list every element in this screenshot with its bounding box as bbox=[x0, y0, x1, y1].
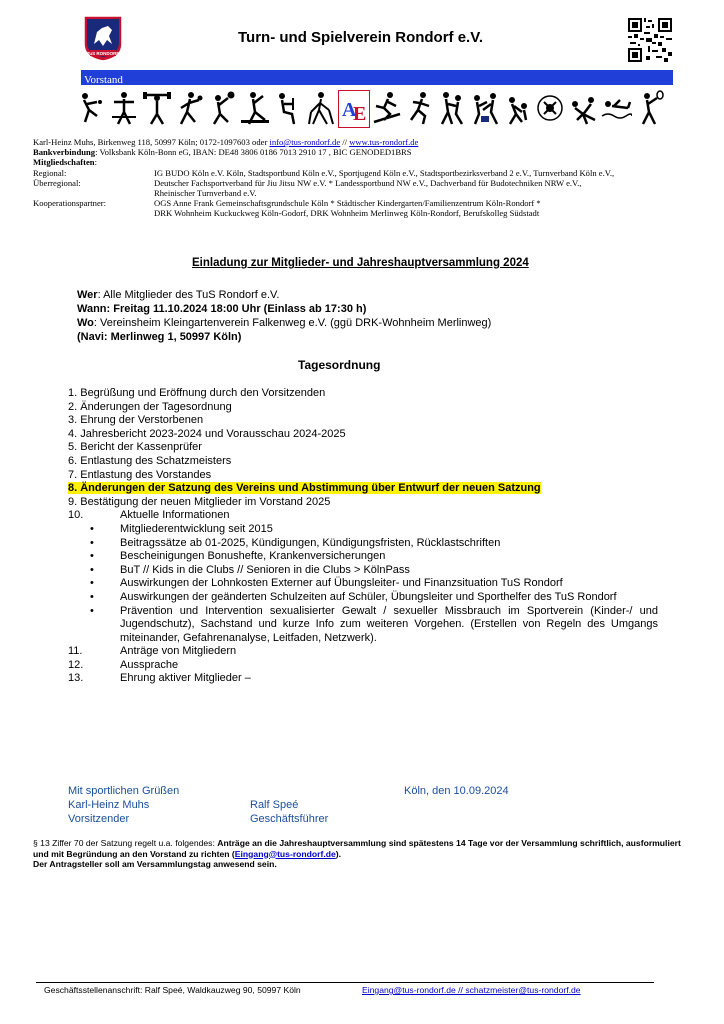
bullet-icon: • bbox=[90, 590, 94, 603]
wo-line bbox=[77, 316, 491, 330]
bullet-item bbox=[90, 523, 658, 537]
wo-text: : Vereinsheim Kleingartenverein Falkenweg e.V. (ggü DRK-Wohnheim Merlinweg) bbox=[93, 317, 492, 329]
bullet-item bbox=[90, 591, 658, 605]
agenda-item-13 bbox=[68, 672, 658, 686]
bullet-text: Auswirkungen der Lohnkosten Externer auf Übungsleiter- und Finanzsituation TuS Rondorf bbox=[120, 577, 563, 590]
navi-line bbox=[77, 330, 491, 344]
weightlifting-icon bbox=[141, 90, 173, 128]
coop-row bbox=[33, 198, 693, 208]
swimming-icon bbox=[600, 90, 632, 128]
item-text: Anträge von Mitgliedern bbox=[120, 645, 237, 658]
badminton-icon bbox=[633, 90, 665, 128]
ae-logo-icon bbox=[338, 90, 370, 128]
club-logo bbox=[82, 14, 124, 62]
bullet-text: BuT // Kids in die Clubs // Senioren in die Clubs > KölnPass bbox=[120, 563, 410, 576]
agenda-heading: Tagesordnung bbox=[298, 358, 381, 372]
footnote-bold: Anträge an die Jahreshauptversammlung sind spätestens 14 Tage vor der Versammlung schriftlich, ausformuliert und mit Begründung an den Vorstand zu richten ( bbox=[33, 838, 681, 859]
regional-row bbox=[33, 168, 693, 178]
skiing-icon bbox=[370, 90, 402, 128]
wer-line bbox=[77, 288, 491, 302]
bank-label: Bankverbindung bbox=[33, 147, 96, 158]
signer-name-2: Ralf Speé bbox=[250, 799, 299, 811]
fitness-icon bbox=[272, 90, 304, 128]
wer-label: Wer bbox=[77, 289, 98, 301]
supra-text: Deutscher Fachsportverband für Jiu Jitsu NW e.V. * Landessportbund NW e.V., Dachverband für Budotechniken NRW e.V., bbox=[154, 177, 582, 188]
item-text: Aktuelle Informationen bbox=[120, 509, 230, 522]
agenda-item: 1. Begrüßung und Eröffnung durch den Vorsitzenden bbox=[68, 387, 326, 399]
members-colon: : bbox=[94, 157, 97, 168]
bullet-icon: • bbox=[90, 577, 94, 590]
agenda-item: 5. Bericht der Kassenprüfer bbox=[68, 441, 202, 454]
svg-text:A: A bbox=[341, 99, 356, 121]
bullet-icon: • bbox=[90, 550, 94, 563]
item-text: Aussprache bbox=[120, 658, 179, 671]
footer-divider bbox=[36, 982, 654, 983]
agenda-item-highlighted bbox=[68, 482, 658, 496]
bank-line bbox=[33, 147, 693, 157]
coop-text-2: DRK Wohnheim Kuckuckweg Köln-Godorf, DRK Wohnheim Merlinweg Köln-Rondorf, Berufskolleg Südstadt bbox=[154, 208, 540, 219]
bullet-item bbox=[90, 605, 658, 646]
signer-role-2: Geschäftsführer bbox=[250, 813, 329, 825]
item-text: Ehrung aktiver Mitglieder – bbox=[120, 672, 251, 685]
contact-web-link[interactable]: www.tus-rondorf.de bbox=[349, 137, 419, 147]
agenda-item: 7. Entlastung des Vorstandes bbox=[68, 468, 212, 481]
greeting: Mit sportlichen Grüßen bbox=[68, 785, 180, 797]
footnote-intro: § 13 Ziffer 70 der Satzung regelt u.a. folgendes: bbox=[33, 838, 218, 848]
qr-code-icon bbox=[628, 18, 672, 62]
agenda-item-11 bbox=[68, 645, 658, 659]
bullet-text: Beitragssätze ab 01-2025, Kündigungen, Kündigungsfristen, Rücklastschriften bbox=[120, 536, 501, 549]
wann-text: Wann: Freitag 11.10.2024 18:00 Uhr (Einlass ab 17:30 h) bbox=[77, 303, 367, 315]
svg-text:TuS RONDORF: TuS RONDORF bbox=[86, 51, 120, 56]
footnote-line-2: Der Antragsteller soll am Versammlungstag anwesend sein. bbox=[33, 859, 277, 869]
bank-text: : Volksbank Köln-Bonn eG, IBAN: DE48 3806 0186 7013 2910 17 , BIC GENODED1BRS bbox=[95, 147, 412, 158]
bullet-icon: • bbox=[90, 604, 94, 617]
shot-put-icon bbox=[173, 90, 205, 128]
wann-line bbox=[77, 302, 491, 316]
judo-icon bbox=[567, 90, 599, 128]
bullet-item bbox=[90, 550, 658, 564]
running-icon bbox=[403, 90, 435, 128]
coop-label: Kooperationspartner: bbox=[33, 198, 107, 209]
members-label: Mitgliedschaften bbox=[33, 157, 95, 168]
svg-text:E: E bbox=[352, 103, 366, 125]
club-title: Turn- und Spielverein Rondorf e.V. bbox=[238, 29, 484, 46]
gymnastics-icon bbox=[108, 90, 140, 128]
bullet-item bbox=[90, 537, 658, 551]
bullet-item bbox=[90, 577, 658, 591]
agenda-item-12 bbox=[68, 659, 658, 673]
bullet-icon: • bbox=[90, 536, 94, 549]
bullet-text: Mitgliederentwicklung seit 2015 bbox=[120, 522, 273, 535]
highlight-text: 8. Änderungen der Satzung des Vereins und Abstimmung über Entwurf der neuen Satzung bbox=[68, 482, 541, 495]
volleyball-icon bbox=[206, 90, 238, 128]
item-number: 13. bbox=[68, 672, 84, 685]
item-number: 10. bbox=[68, 509, 84, 522]
nordic-walking-icon bbox=[305, 90, 337, 128]
regional-label: Regional: bbox=[33, 167, 67, 178]
coop-text: OGS Anne Frank Gemeinschaftsgrundschule Köln * Städtischer Kindergarten/Familienzentrum Köln-Rondorf * bbox=[154, 198, 541, 209]
agenda-item: 2. Änderungen der Tagesordnung bbox=[68, 400, 232, 413]
supra-label: Überregional: bbox=[33, 177, 81, 188]
section-bar bbox=[81, 70, 673, 85]
supra-text-2: Rheinischer Turnverband e.V. bbox=[154, 188, 257, 199]
footer-address: Geschäftsstellenanschrift: Ralf Speé, Waldkauzweg 90, 50997 Köln bbox=[44, 985, 301, 995]
bullet-icon: • bbox=[90, 563, 94, 576]
contact-email-link[interactable]: info@tus-rondorf.de bbox=[269, 137, 341, 147]
signer-role-1: Vorsitzender bbox=[68, 813, 130, 825]
bullet-text: Auswirkungen der geänderten Schulzeiten auf Schüler, Übungsleiter und Sporthelfer des TuS Rondorf bbox=[120, 590, 617, 603]
section-bar-label: Vorstand bbox=[84, 74, 123, 86]
agenda-list bbox=[68, 387, 658, 686]
footnote-bold-end: ). bbox=[335, 848, 342, 859]
agenda-item: 6. Entlastung des Schatzmeisters bbox=[68, 454, 232, 467]
statute-footnote bbox=[33, 838, 683, 870]
contact-block bbox=[33, 137, 693, 219]
wer-text: : Alle Mitglieder des TuS Rondorf e.V. bbox=[97, 289, 280, 301]
agenda-item-10 bbox=[68, 509, 658, 523]
bullet-icon: • bbox=[90, 522, 94, 535]
agenda-item: 3. Ehrung der Verstorbenen bbox=[68, 414, 204, 427]
supra-row bbox=[33, 178, 693, 188]
bullet-item bbox=[90, 564, 658, 578]
bullet-text: Prävention und Intervention sexualisierter Gewalt / sexueller Missbrauch im Sportverein (Kinder-/ und Jugendschutz), Sachstand und kurze Info zum weiteren Vorgehen. (Erstellen von Regeln des Umgangs miteinander, Gefahrenanalyse, Leitfaden, Netzwerk). bbox=[120, 604, 658, 644]
item-number: 12. bbox=[68, 658, 84, 671]
contact-separator: // bbox=[340, 137, 350, 147]
navi-text: (Navi: Merlinweg 1, 50997 Köln) bbox=[77, 331, 242, 343]
invitation-title: Einladung zur Mitglieder- und Jahreshauptversammlung 2024 bbox=[192, 257, 529, 269]
agenda-item: 4. Jahresbericht 2023-2024 und Vorausschau 2024-2025 bbox=[68, 427, 346, 440]
agenda-item: 9. Bestätigung der neuen Mitglieder im Vorstand 2025 bbox=[68, 495, 331, 508]
contact-address: Karl-Heinz Muhs, Birkenweg 118, 50997 Köln; 0172-1097603 oder bbox=[33, 137, 270, 147]
sport-logo-icon bbox=[534, 90, 566, 128]
wo-label: Wo bbox=[77, 317, 94, 329]
item-number: 11. bbox=[68, 645, 83, 658]
bullet-text: Bescheinigungen Bonushefte, Krankenversicherungen bbox=[120, 550, 386, 563]
contact-line bbox=[33, 137, 693, 147]
martial-arts-icon bbox=[436, 90, 468, 128]
signer-name-1: Karl-Heinz Muhs bbox=[68, 799, 150, 811]
place-date: Köln, den 10.09.2024 bbox=[404, 785, 509, 797]
jiu-jitsu-icon bbox=[502, 90, 534, 128]
members-heading bbox=[33, 157, 693, 167]
taekwondo-icon bbox=[469, 90, 501, 128]
footer-emails-link[interactable]: Eingang@tus-rondorf.de // schatzmeister@tus-rondorf.de bbox=[362, 985, 581, 995]
footnote-email-link[interactable]: Eingang@tus-rondorf.de bbox=[234, 848, 336, 859]
meeting-details bbox=[77, 288, 491, 344]
table-tennis-icon bbox=[75, 90, 107, 128]
regional-text: IG BUDO Köln e.V. Köln, Stadtsportbund Köln e.V., Sportjugend Köln e.V., Stadtsportbezirksverband 2 e.V., Turnverband Köln e.V., bbox=[154, 167, 615, 178]
aerobics-icon bbox=[239, 90, 271, 128]
sport-icons-row bbox=[75, 89, 665, 129]
